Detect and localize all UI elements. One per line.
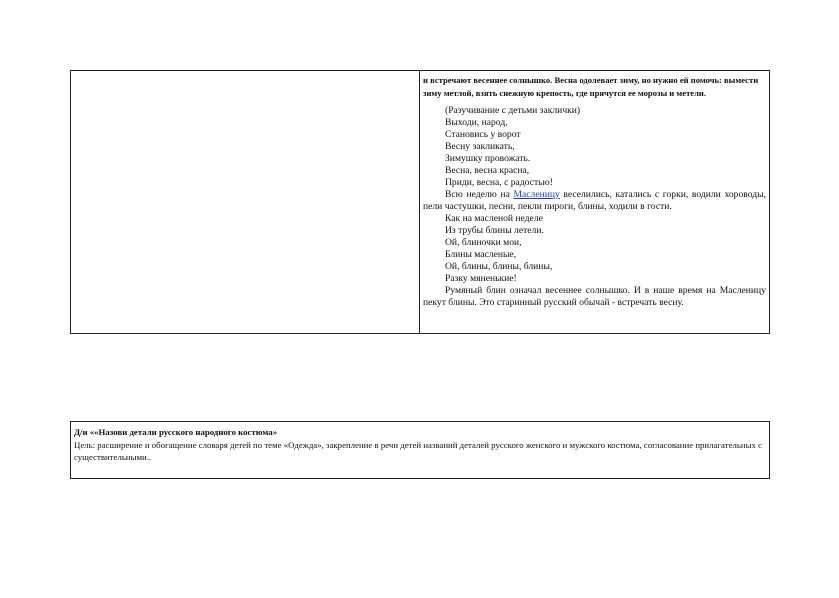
game-table bbox=[70, 421, 770, 479]
verse-line: Разку мяненькие! bbox=[445, 273, 517, 284]
verse-line: Весну закликать, bbox=[445, 141, 515, 152]
verse-line: Блины масленые, bbox=[445, 249, 517, 260]
game-goal: Цель: расширение и обогащение словаря детей по теме «Одежда», закрепление в речи детей названий деталей русского женского и мужского костюма, согласование прилагательных с существительными.. bbox=[74, 439, 762, 462]
verse-line: Зимушку провожать. bbox=[445, 153, 531, 164]
paragraph-text: веселились, катались с горки, водили хороводы, пели частушки, песни, пекли пироги, блины, ходили в гости. bbox=[423, 189, 766, 212]
paragraph-blin: Румяный блин означал весеннее солнышко. И в наше время на Масленицу пекут блины. Это старинный русский обычай - встречать весну. bbox=[423, 285, 766, 308]
paragraph-text: Всю неделю на bbox=[445, 189, 514, 200]
table-cell-left bbox=[71, 71, 420, 333]
verse-line: Как на масленой неделе bbox=[445, 213, 543, 224]
verse-line: (Разучивание с детьми заклички) bbox=[445, 105, 581, 116]
verse-line: Становись у ворот bbox=[445, 129, 521, 140]
verse-line: Ой, блины, блины, блины, bbox=[445, 261, 553, 272]
verse-line: Приди, весна, с радостью! bbox=[445, 177, 553, 188]
verse-line: Весна, весна красна, bbox=[445, 165, 530, 176]
content-table bbox=[70, 70, 770, 334]
verse-line: Из трубы блины летели. bbox=[445, 225, 544, 236]
verse-line: Ой, блиночки мои, bbox=[445, 237, 522, 248]
table-cell-right bbox=[420, 71, 769, 333]
paragraph-maslenitsa bbox=[423, 189, 766, 213]
verse-line: Выходи, народ, bbox=[445, 117, 508, 128]
maslenitsa-link[interactable]: Масленицу bbox=[513, 189, 560, 200]
intro-text: и встречают весеннее солнышко. Весна одолевает зиму, но нужно ей помочь: вымести зиму метлой, взять снежную крепость, где прячутся ее морозы и метели. bbox=[423, 75, 759, 98]
game-title: Д/и ««Назови детали русского народного костюма» bbox=[74, 427, 278, 437]
